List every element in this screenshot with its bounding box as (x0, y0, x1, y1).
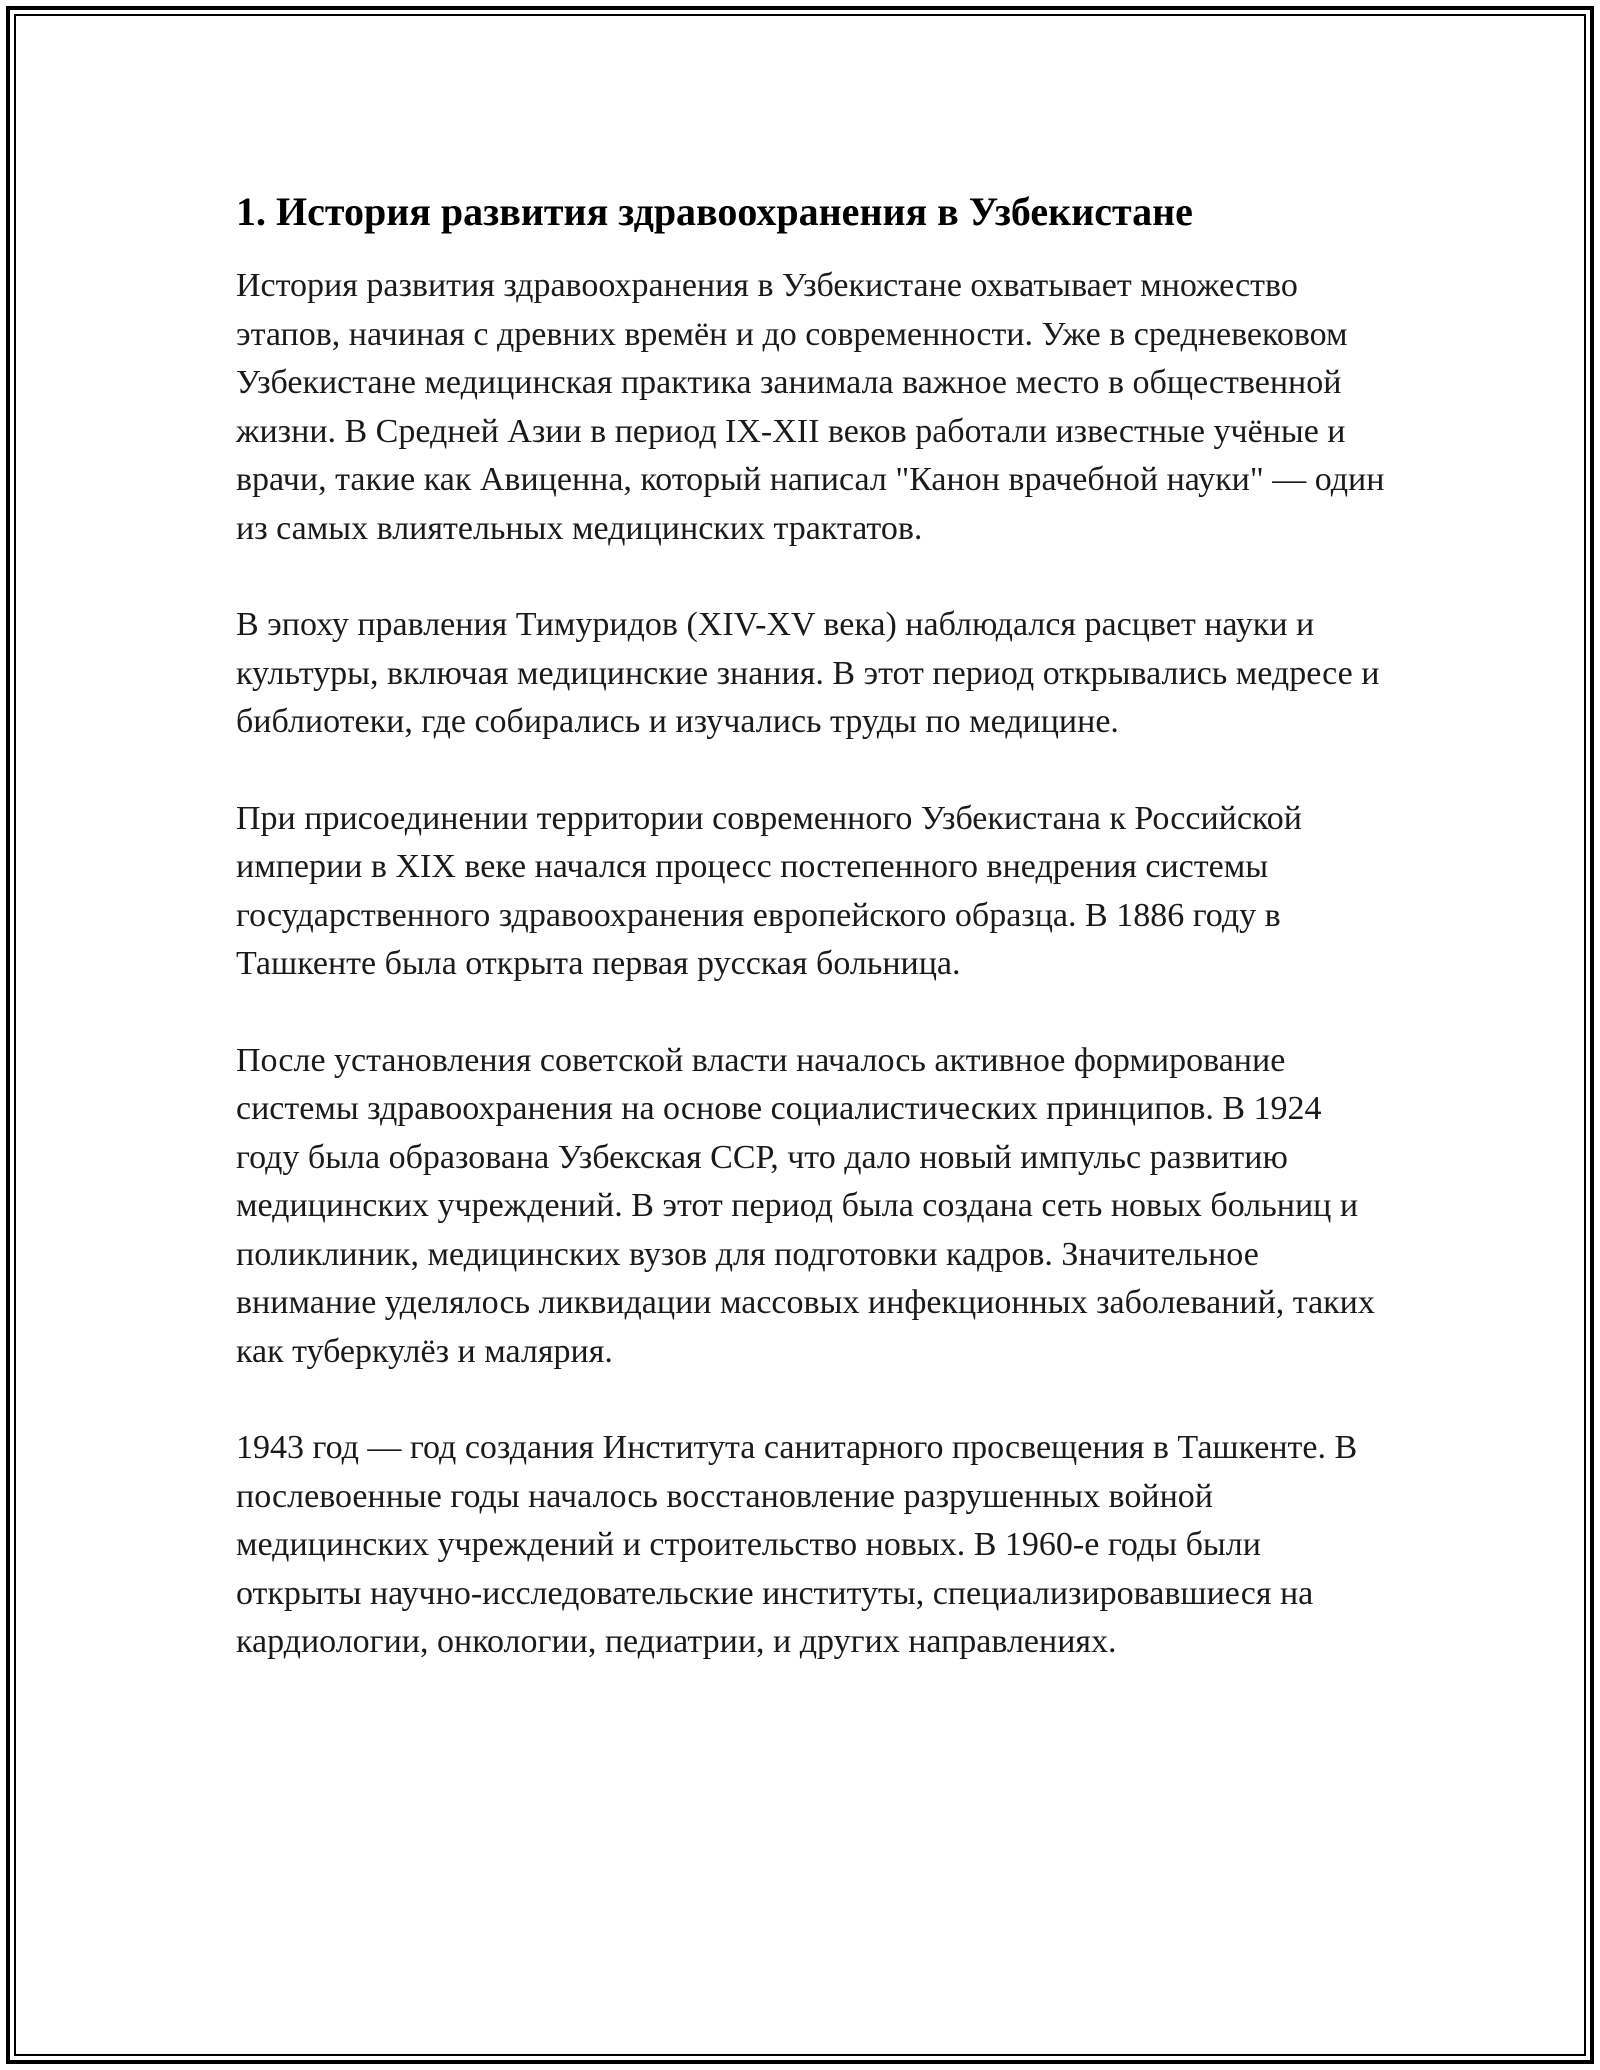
paragraph-3: При присоединении территории современного Узбекистана к Российской империи в XIX веке начался процесс постепенного внедрения системы государственного здравоохранения европейского образца. В 1886 году в Ташкенте была открыта первая русская больница. (236, 799, 1302, 982)
paragraph-5: 1943 год — год создания Института санитарного просвещения в Ташкенте. В послевоенные годы началось восстановление разрушенных войной медицинских учреждений и строительство новых. В 1960-е годы были открыты научно-исследовательские институты, специализировавшиеся на кардиологии, онкологии, педиатрии, и других направлениях. (236, 1429, 1358, 1660)
paragraph-4: После установления советской власти началось активное формирование системы здравоохранения на основе социалистических принципов. В 1924 году была образована Узбекская ССР, что дало новый импульс развитию медицинских учреждений. В этот период была создана сеть новых больниц и поликлиник, медицинских вузов для подготовки кадров. Значительное внимание уделялось ликвидации массовых инфекционных заболеваний, таких как туберкулёз и малярия. (236, 1041, 1375, 1370)
paragraph-2: В эпоху правления Тимуридов (XIV-XV века) наблюдался расцвет науки и культуры, включая медицинские знания. В этот период открывались медресе и библиотеки, где собирались и изучались труды по медицине. (236, 606, 1380, 740)
section-heading: 1. История развития здравоохранения в Узбекистане (236, 189, 1193, 234)
document-body (236, 186, 1386, 1715)
paragraph-1: История развития здравоохранения в Узбекистане охватывает множество этапов, начиная с древних времён и до современности. Уже в средневековом Узбекистане медицинская практика занимала важное место в общественной жизни. В Средней Азии в период IX-XII веков работали известные учёные и врачи, такие как Авиценна, который написал "Канон врачебной науки" — один из самых влиятельных медицинских трактатов. (236, 267, 1385, 547)
